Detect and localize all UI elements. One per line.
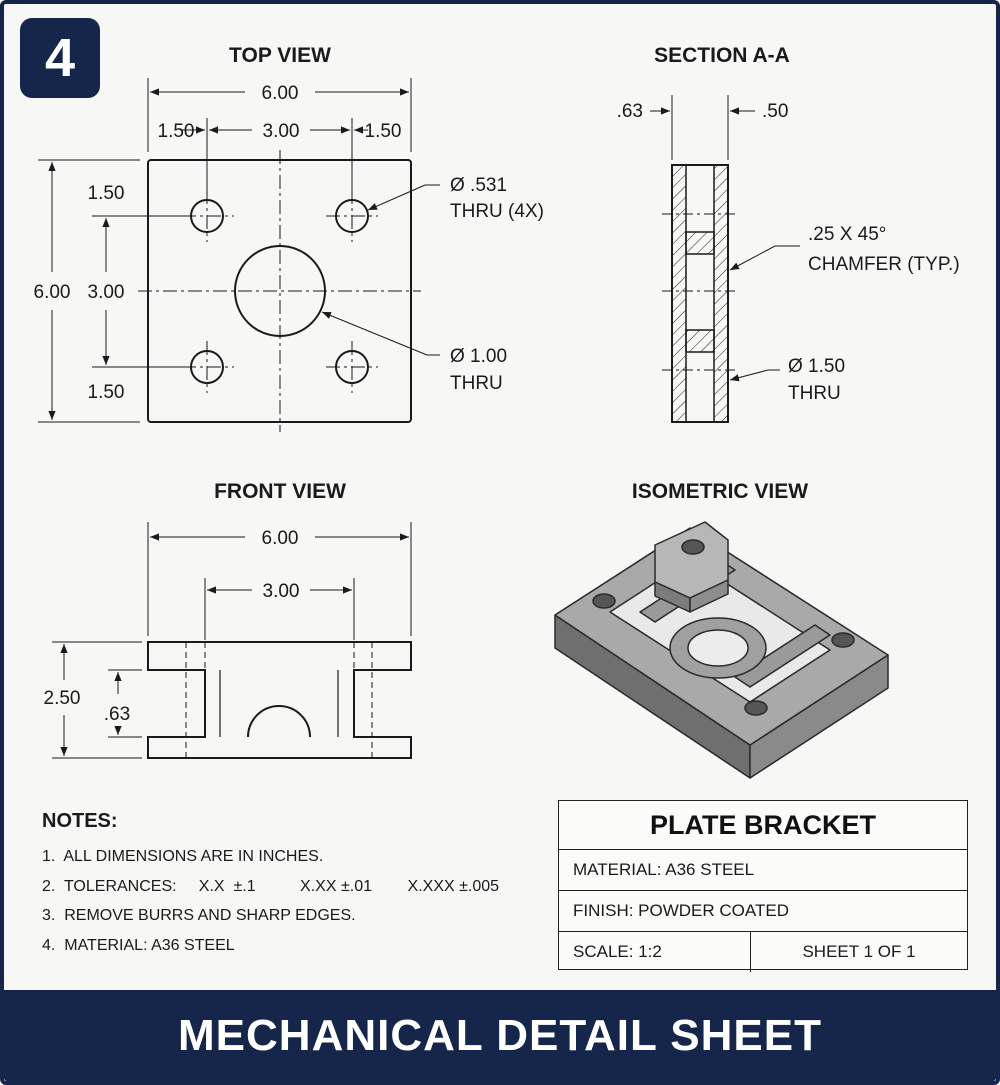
note-item: 2. TOLERANCES: X.X ±.1 X.XX ±.01 X.XXX ±.005 [42, 877, 500, 895]
sheet-field: SHEET 1 OF 1 [802, 942, 916, 961]
callout-holes: Ø .531 [450, 175, 508, 196]
part-title: PLATE BRACKET [559, 801, 967, 850]
callout-chamfer-typ: CHAMFER (TYP.) [808, 254, 960, 275]
dim-top-right-offset: 1.50 [364, 121, 402, 142]
section-view-title: SECTION A-A [654, 44, 790, 67]
notes-title: NOTES: [42, 810, 118, 832]
dim-top-height: 6.00 [33, 282, 71, 303]
isometric-view-title: ISOMETRIC VIEW [631, 480, 809, 503]
dim-section-right: .50 [762, 101, 789, 122]
callout-center: Ø 1.00 [450, 346, 508, 367]
dim-top-width: 6.00 [261, 83, 299, 104]
callout-bore: Ø 1.50 [788, 356, 846, 377]
note-item: 4. MATERIAL: A36 STEEL [42, 936, 235, 954]
front-view [44, 480, 411, 758]
iso-hole-3 [832, 633, 854, 647]
dim-front-width: 6.00 [261, 528, 299, 549]
dim-top-vertical-spacing: 3.00 [87, 282, 125, 303]
iso-bore [688, 630, 748, 666]
dim-top-lower-offset: 1.50 [87, 382, 125, 403]
callout-chamfer: .25 X 45° [808, 224, 887, 245]
footer-banner: MECHANICAL DETAIL SHEET [4, 990, 996, 1081]
dim-front-flange: .63 [103, 704, 131, 725]
top-view-title: TOP VIEW [229, 44, 331, 67]
iso-hole-2 [593, 594, 615, 608]
front-view-outline [148, 642, 411, 758]
section-view [617, 44, 960, 422]
finish-field: FINISH: POWDER COATED [559, 891, 967, 932]
material-field: MATERIAL: A36 STEEL [559, 850, 967, 891]
dim-top-left-offset: 1.50 [157, 121, 195, 142]
callout-holes-thru: THRU (4X) [450, 201, 544, 222]
dim-front-height: 2.50 [43, 688, 81, 709]
dim-top-upper-offset: 1.50 [87, 183, 125, 204]
top-view-centerlines [138, 150, 421, 432]
dim-section-left: .63 [616, 101, 643, 122]
scale-sheet-row [559, 932, 967, 972]
notes-list [42, 845, 499, 963]
iso-hole-1 [682, 540, 704, 554]
dim-top-hole-spacing: 3.00 [262, 121, 300, 142]
front-view-title: FRONT VIEW [214, 480, 346, 503]
sheet-number-badge: 4 [20, 18, 100, 98]
top-view [34, 44, 544, 432]
note-item: 1. ALL DIMENSIONS ARE IN INCHES. [42, 848, 324, 865]
note-item: 3. REMOVE BURRS AND SHARP EDGES. [42, 907, 356, 924]
title-block [558, 800, 968, 970]
scale-field: SCALE: 1:2 [559, 932, 751, 972]
dim-front-inner: 3.00 [262, 581, 300, 602]
callout-bore-thru: THRU [788, 383, 841, 404]
callout-center-thru: THRU [450, 373, 503, 394]
isometric-view [555, 480, 888, 778]
iso-hole-4 [745, 701, 767, 715]
